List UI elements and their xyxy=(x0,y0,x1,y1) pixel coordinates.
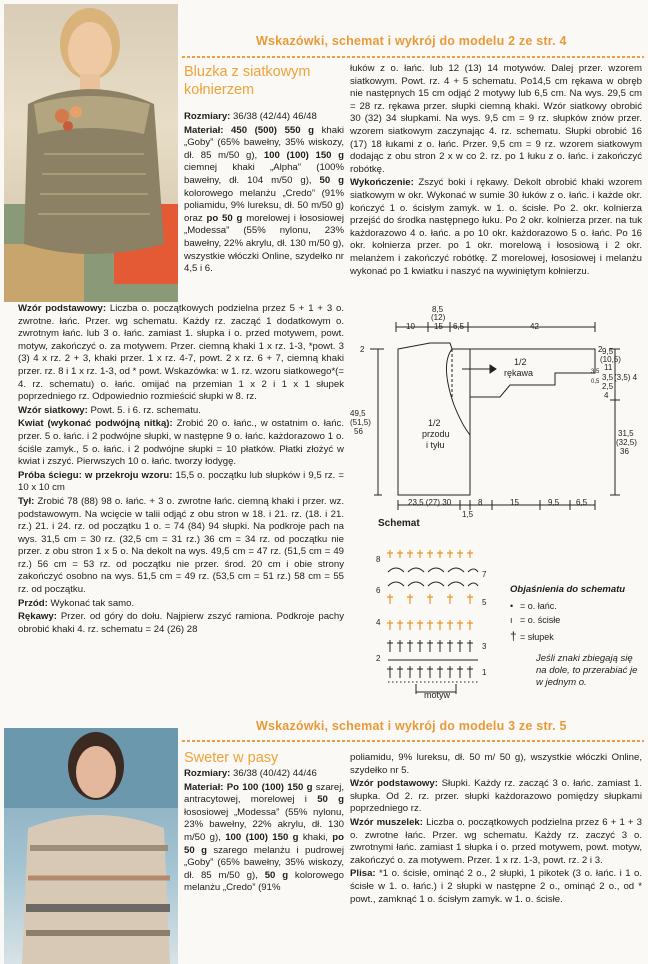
model-3-intro xyxy=(184,768,344,896)
dim-bottom-4: 9,5 xyxy=(548,498,560,507)
model-3-right-column xyxy=(350,752,642,907)
pattern-diagram-lines xyxy=(350,305,640,520)
crochet-chart-symbols xyxy=(376,546,506,706)
chart-row-label-4: 4 xyxy=(376,618,381,627)
dim-bottom-5: 6,5 xyxy=(576,498,588,507)
chart-row-label-1: 1 xyxy=(482,668,487,677)
dim-right-top-2: (10,5) xyxy=(600,355,621,364)
dim-right-top-4: 3,5 xyxy=(602,373,614,382)
para-gauge: Próba ściegu: w przekroju wzoru: 15,5 o. początku lub słupków i 9,5 rz. = 10 x 10 cm xyxy=(18,469,344,494)
body-label-1: 1/2 xyxy=(428,418,441,428)
model-2-left-column xyxy=(18,303,344,637)
model-2-title xyxy=(184,63,344,99)
crochet-chart xyxy=(376,546,506,706)
chart-row-label-3: 3 xyxy=(482,642,487,651)
para-mesh-pattern: Wzór siatkowy: Powt. 5. i 6. rz. schematu. xyxy=(18,404,201,416)
legend-chain: • = o. łańc. xyxy=(510,601,557,611)
dim-right-bottom-2: (32,5) xyxy=(616,438,637,447)
chart-row-4-stitches xyxy=(387,620,473,630)
dim-bottom-2: 8 xyxy=(478,498,483,507)
para-sleeves: Rękawy: Przer. od góry do dołu. Najpierw zszyć ramiona. Podkroje pachy obrobić khaki 4. rz. schematu = 24 (26) 28 xyxy=(18,611,344,635)
dim-left-2: (51,5) xyxy=(350,418,371,427)
chart-row-8-stitches xyxy=(387,550,473,558)
double-crochet-icon: † xyxy=(510,629,517,643)
model-3-title: Sweter w pasy xyxy=(184,750,279,766)
schemat-title: Schemat xyxy=(378,518,420,529)
chain-stitch-icon: • xyxy=(510,601,514,611)
model-2-illustration xyxy=(4,4,178,302)
model-2-sizes: Rozmiary: 36/38 (42/44) 46/48 xyxy=(184,111,317,122)
model-3-photo xyxy=(4,728,178,964)
dim-top-6-5: 6,5 xyxy=(453,322,465,331)
legend-title: Objaśnienia do schematu xyxy=(510,584,626,595)
model-2-right-column xyxy=(350,63,642,279)
chart-row-label-6: 6 xyxy=(376,586,381,595)
para-back: Tył: Zrobić 78 (88) 98 o. łańc. + 3 o. zwrotne łańc. ciemną khaki i przer. wz. podstawowym. Na wcięcie w talii odjąć z obu stron w 18. i 21. rz. (18. i 21. rz.) 21. i 24. rz. od początku 1 o. = 74 (84) 94 słupki. Na podkroje pach na wys. 31,5 cm = 30 rz. (32,5 cm = 31 rz.) 36 cm = 34 rz. od początku nie przer. z obu stron 1 x 5 o. Na dekolt na wys. 49,5 cm = 47 rz. (51,5 cm = 49 rz.) 56 cm = 53 rz. od początku nie przer. środ. 20 cm i obie strony zakończyć osobno na wys. 51,5 cm = 49 rz. (53,5 cm = 51 rz.) 58 cm = 55 rz. od początku. xyxy=(18,495,344,596)
dim-right-small-2: 3,5 xyxy=(591,369,600,375)
body-label-2: przodu xyxy=(422,429,450,439)
chart-motif-label: motyw xyxy=(424,690,451,700)
chart-row-1-stitches xyxy=(387,666,473,678)
para-finishing: Wykończenie: Zszyć boki i rękawy. Dekolt obrobić khaki wzorem siatkowym w okr. Wykonać w sumie 30 łuków z o. łańc. i każde okr. kończyć 1 o. ścisłym zamyk. w 1. o. ścisłe. Po 2. okr. kolnierza przejść do środka następnego łuku. Po 2 okr. kolnierza przer. na tuk każdorazowo 4 o. łańc. a po 10 okr. każdorazowo 5 o. łańc. Po 16 okr. kołnierza przer. po 1 okr. morelową i łososiową i 2 okr. melanżem i zakończyć robótkę. Z morelowej, łososiowej i melanżu wykonać po 1 kwiatku i naszyć na wywiniętym kołnierzu. xyxy=(350,177,642,277)
dim-right-bottom-1: 31,5 xyxy=(618,429,634,438)
dim-bottom-1: 23,5 (27) 30 xyxy=(408,498,452,507)
single-crochet-icon: ı xyxy=(510,615,513,625)
model-3-header-rule xyxy=(182,740,644,742)
sleeve-label-1: 1/2 xyxy=(514,357,527,367)
model-3-material: Materiał: Po 100 (100) 150 g szarej, antracytowej, morelowej i 50 g łososiowej „Modessa” (55% nylonu, 23% bawełny, 22% akrylu, dł. 130 m/50 g), 100 (100) 150 g khaki, po 50 g szarego melanżu i pudrowej „Goby” (65% bawełny, 35% wiskozy, dł. 85 m/50 g), 50 g kolorowego melanżu „Credo” (91% xyxy=(184,781,344,894)
model-3-header: Wskazówki, schemat i wykrój do modelu 3 ze str. 5 xyxy=(256,719,567,733)
para-flower: Kwiat (wykonać podwójną nitką): Zrobić 20 o. łańc., w ostatnim o. łańc. przer. 5 o. łańc. i 2 podwójne słupki, w następne 9 o. łańc. każdorazowo 1 o. ściśle zamyk., 5 o. łańc. i 2 podwójne słupki = 10 płatków. Płatki złożyć w kwiat i zszyć. Pierwszych 10 o. łańc. tworzy łodygę. xyxy=(18,418,344,468)
dim-right-small-3: 0,5 xyxy=(591,379,600,385)
legend-single: ı = o. ścisłe xyxy=(510,615,561,625)
dim-top-10: 10 xyxy=(406,322,415,331)
sleeve-label-2: rękawa xyxy=(504,368,534,378)
dim-bottom-6: 1,5 xyxy=(462,510,474,519)
body-label-3: i tyłu xyxy=(426,440,445,450)
model-3-base-pattern: Wzór podstawowy: Słupki. Każdy rz. zacząć 3 o. łańc. zamiast 1. słupka. Od 2. rz. przer. słupki każdorazowo pomiędzy słupkami poprzedniego rz. xyxy=(350,778,643,815)
chart-row-label-5: 5 xyxy=(482,598,487,607)
legend-double: † = słupek xyxy=(510,629,554,643)
dim-top-8-5: 8,5 xyxy=(432,305,444,314)
legend-note: Jeśli znaki zbiegają się na dole, to przerabiać je w jednym o. xyxy=(536,653,638,688)
dim-right-bottom-3: 36 xyxy=(620,447,629,456)
para-front: Przód: Wykonać tak samo. xyxy=(18,597,135,609)
chart-row-label-8: 8 xyxy=(376,555,381,564)
para-base-pattern: Wzór podstawowy: Liczba o. początkowych podzielna przez 5 + 1 + 3 o. zwrotne. łańc. Przer. wg schematu. Każdy rz. zacząć 1 dodatkowym o. zwrotnym łańc. lub 3 o. łańc. zamiast 1. słupka i o. przed motywem, powt. motyw, zakończyć o. za motywem. Przer. ciemną khaki 1 x rz. 1-3, *powt. 3 (3) 4 x rz. 2 + 3, khaki przer. 1 x rz. 4-7, powt. 2 x rz. 6 + 7, ciemną khaki przer. rz. 8 i 1 x rz. 1-3, od * powt. Wskazówka: w 1. rz. wzoru siatkowego*(= 4. rz. schematu) o. łańc. omijać na przemian 1 x 2 i 1 x 1 słupek poprzedniego rz. Odpowiednio rozmieścić słupki w 8. rz. xyxy=(18,303,344,403)
dim-right-top-5: 2,5 xyxy=(602,382,614,391)
dim-bottom-3: 15 xyxy=(510,498,519,507)
chart-row-6-stitches xyxy=(387,594,473,604)
chart-row-3-stitches xyxy=(387,640,473,652)
dim-left-1: 49,5 xyxy=(350,409,366,418)
model-3-yarn-continued: poliamidu, 9% lureksu, dł. 50 m/ 50 g), wszystkie włóczki Online, szydełko nr 5. xyxy=(350,752,642,776)
model-2-title-line2: kołnierzem xyxy=(184,82,255,98)
dim-top-42: 42 xyxy=(530,322,539,331)
chart-legend xyxy=(510,584,644,689)
model-2-photo xyxy=(4,4,178,302)
model-2-header: Wskazówki, schemat i wykrój do modelu 2 ze str. 4 xyxy=(256,34,567,48)
model-2-title-line1: Bluzka z siatkowym xyxy=(184,64,311,80)
model-3-illustration xyxy=(4,728,178,964)
dim-top-12: (12) xyxy=(431,313,446,322)
model-3-sizes: Rozmiary: 36/38 (40/42) 44/46 xyxy=(184,768,317,779)
model-2-header-rule xyxy=(182,56,644,58)
pattern-diagram xyxy=(350,305,640,520)
dim-right-top-3: 11 xyxy=(604,363,613,372)
model-3-shell-pattern: Wzór muszelek: Liczba o. początkowych podzielna przez 6 + 1 + 3 o. zwrotne łańc. Przer. wg schematu. Każdy rz. zaczyć 3 o. zwrotnymi łańc. zamiast 1 słupka i o. przed motywem, powt. motyw, zakończyć o. za motywem. Przer. 1 x rz. 1-3, powt. rz. 2 i 3. xyxy=(350,816,642,866)
dim-left-3: 56 xyxy=(354,427,363,436)
para-sleeve-continued: łuków z o. łańc. lub 12 (13) 14 motywów. Dalej przer. wzorem siatkowym. Powt. rz. 4 + 5 schematu. Po14,5 cm rękawa w obręb nie następnych 15 cm odjąć 2 motywy lub 6,5 cm. Na wys. 29,5 cm = 28 rz. rękawa przer. słupki ciemną khaki. Wzór siatkowy obrobić 30 (32) 34 słupkami. Na wys. 9,5 cm = 9 rz. słupków znów przer. wzorem siatkowym zaczynając 4. rz. schematu. Słupki obrobić 16 (17) 18 łukami z o. łańc. Przer. 9,5 cm = 9 rz. wzorem siatkowym dodając z obu stron 2 x w co 2. rz. po 1 łuku z o. łańc. i zakończyć robótkę. xyxy=(350,63,642,175)
chart-row-label-7: 7 xyxy=(482,570,487,579)
model-3-border: Plisa: *1 o. ścisłe, ominąć 2 o., 2 słupki, 1 pikotek (3 o. łańc. i 1 o. ścisłe w 1. o. łańc.) i 2 słupki w następne 2 o., ominąć 2 o., od * powt., zamknąć 1 o. ścisłym zamyk. w 1. o. ścisłe. xyxy=(350,868,642,905)
chart-row-label-2: 2 xyxy=(376,654,381,663)
model-2-material: Materiał: 450 (500) 550 g khaki „Goby” (65% bawełny, 35% wiskozy, dł. 85 m/50 g), 100 (100) 150 g ciemnej khaki „Alpha” (100% bawełny, dł. 104 m/50 g), 50 g kolorowego melanżu „Credo” (91% poliamidu, 9% lureksu, dł. 50 m/50 g) oraz po 50 g morelowej i łososiowej „Modessa” (55% nylonu, 23% bawełny, 22% akrylu, dł. 130 m/50 g), wszystkie włóczki Online, szydełko nr 4,5 i 6. xyxy=(184,124,345,275)
dim-top-15: 15 xyxy=(434,322,443,331)
dim-right-top-6: 4 xyxy=(604,391,609,400)
dim-right-top-1: 9,5 xyxy=(602,347,614,356)
mark-2-right: 2 xyxy=(598,345,603,354)
mark-2-left: 2 xyxy=(360,345,365,354)
dim-right-small-1: (3,5) 4 xyxy=(614,373,638,382)
model-2-intro xyxy=(184,111,344,277)
